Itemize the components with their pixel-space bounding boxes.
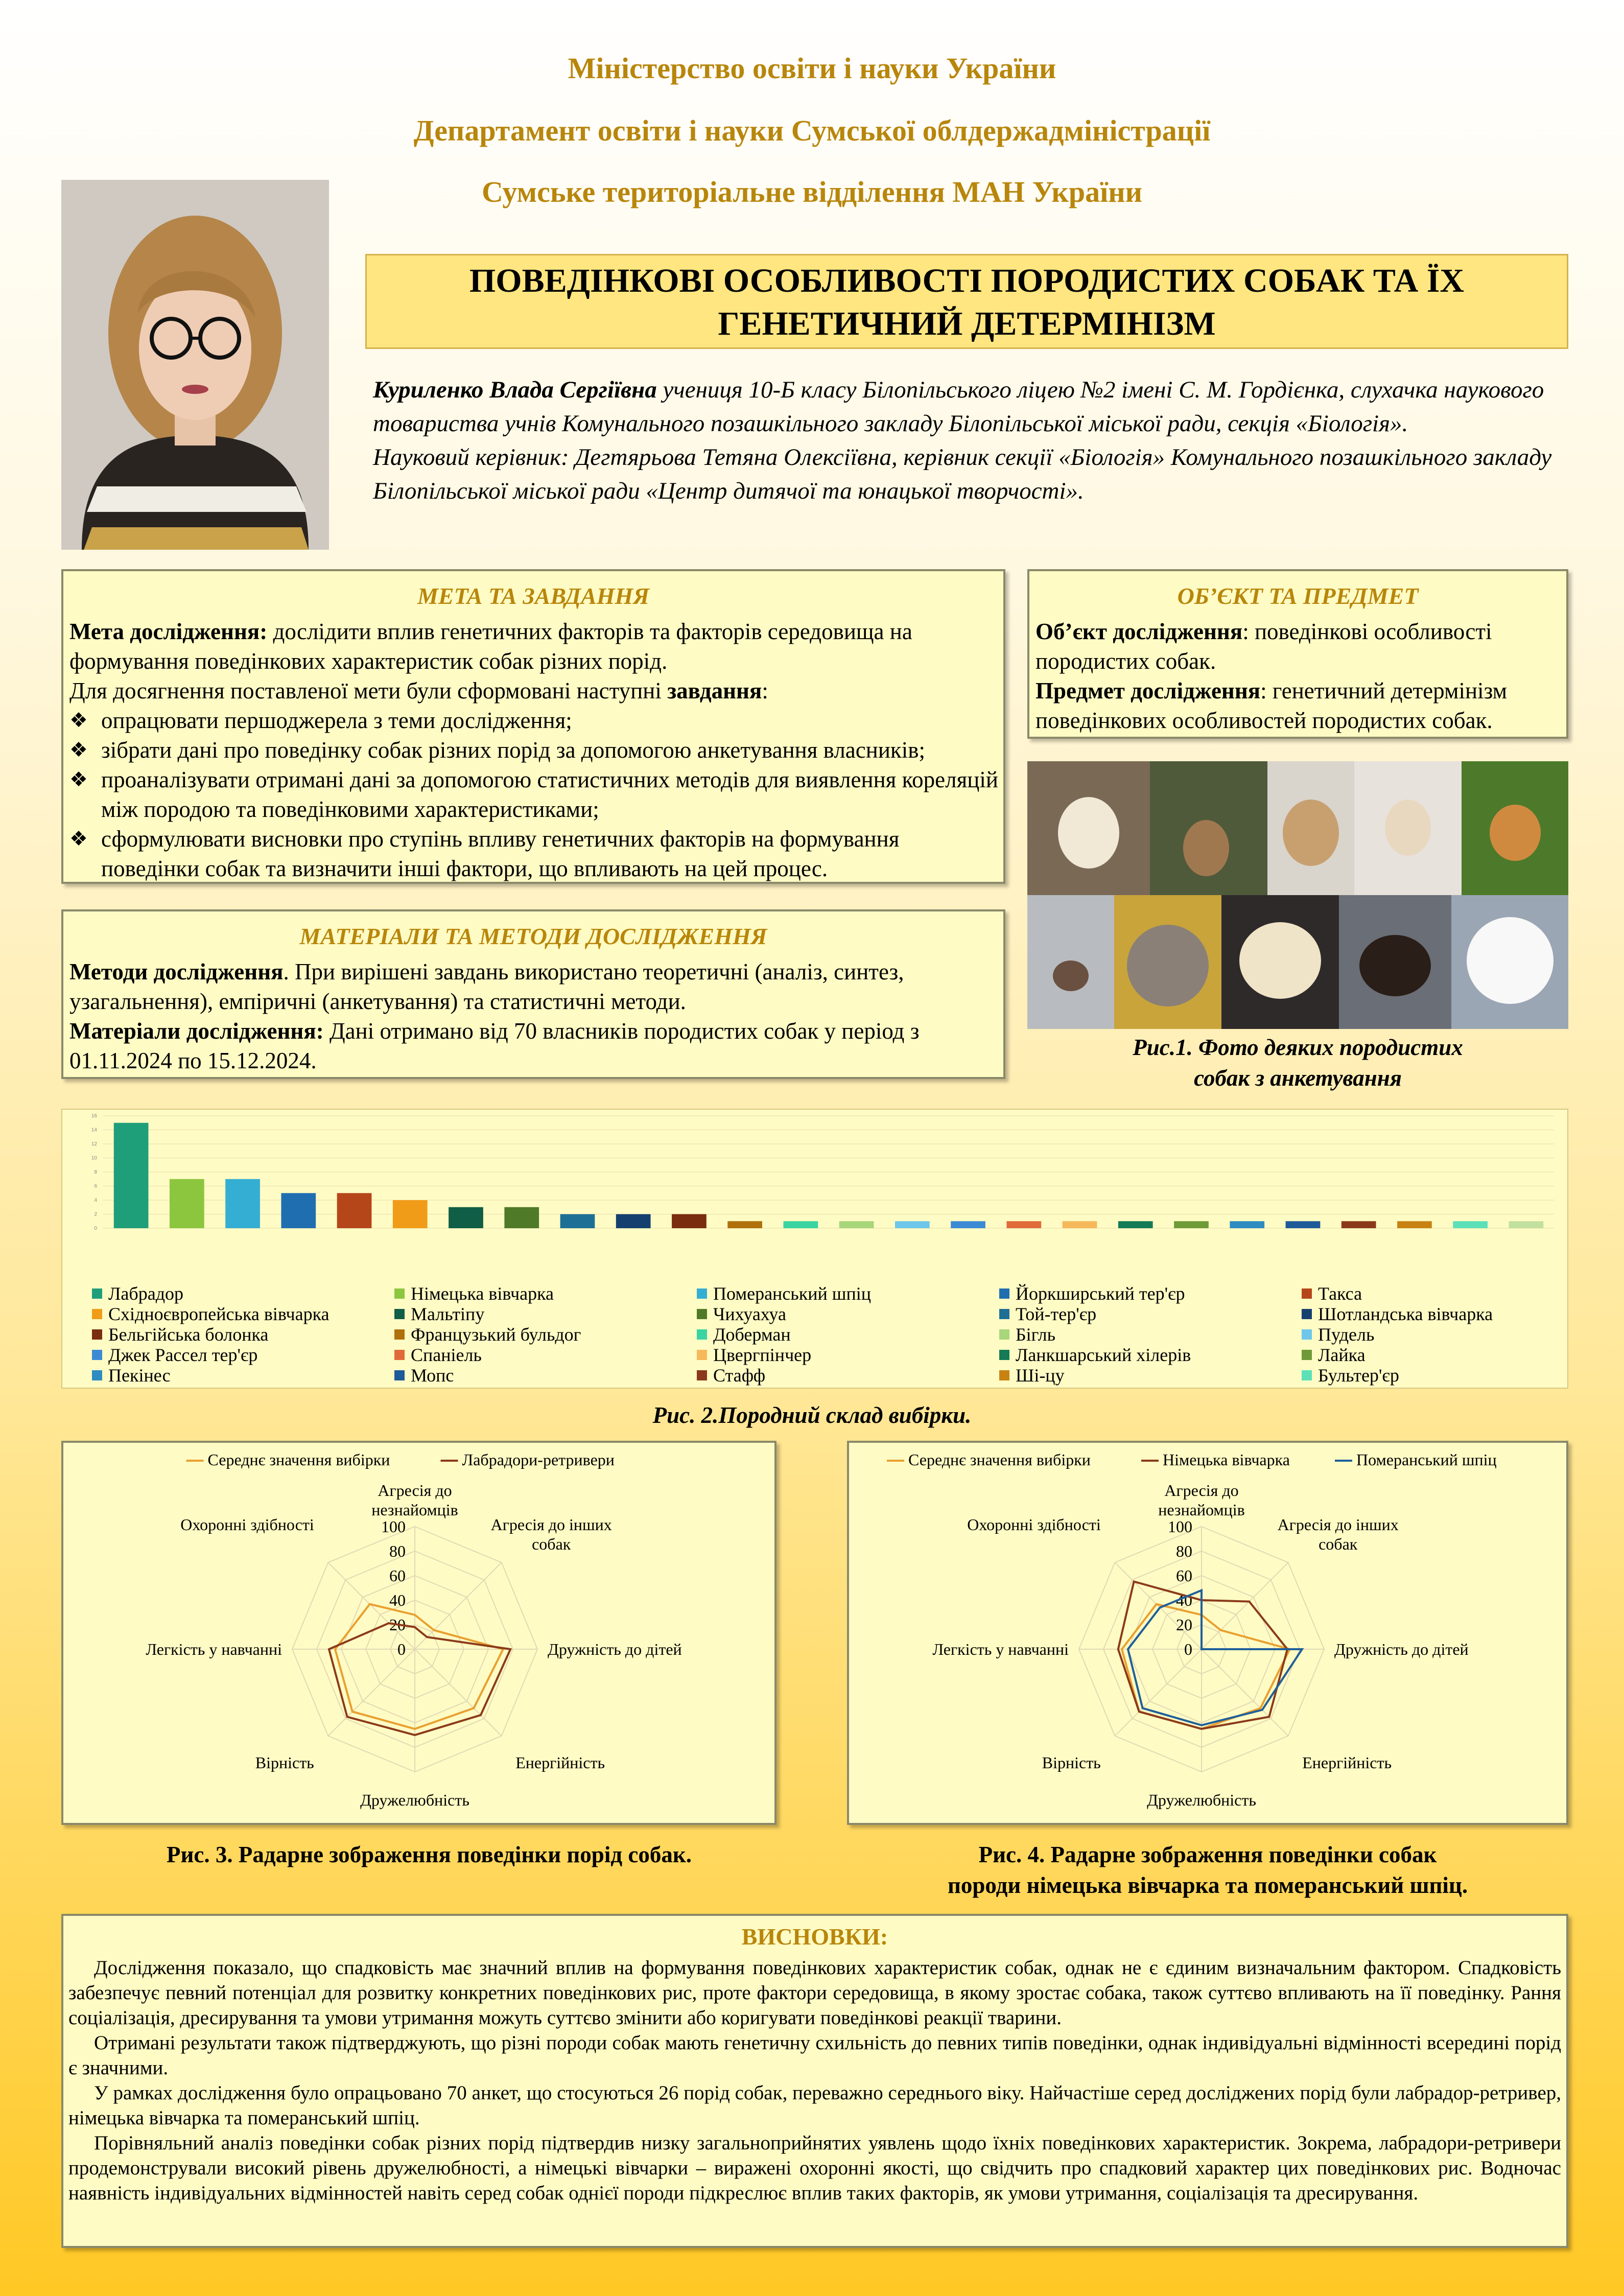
conclusion-paragraph: У рамках дослідження було опрацьовано 70 анкет, що стосуються 26 порід собак, переважно середнього віку. Найчастіше серед досліджених порід були лабрадор-ретривер, німецька вівчарка та померанський шпіц.: [68, 2082, 1561, 2129]
legend-label: Німецька вівчарка: [1163, 1450, 1290, 1469]
bullet-icon: ❖: [69, 768, 88, 791]
bar: [1286, 1221, 1321, 1228]
legend-swatch: [697, 1288, 707, 1299]
bar: [1509, 1221, 1544, 1228]
y-tick-label: 12: [91, 1141, 97, 1147]
subject-label: Предмет дослідження: [1035, 678, 1261, 704]
legend-swatch: [92, 1309, 102, 1319]
legend-swatch: [697, 1370, 707, 1380]
y-tick-label: 10: [91, 1155, 97, 1161]
radar-axis-label-line: Дружність до дітей: [1334, 1640, 1469, 1658]
task-item: [69, 765, 998, 824]
radar-tick-label: 40: [1176, 1591, 1192, 1609]
radar-axis-label: [146, 1640, 282, 1658]
bar: [1230, 1221, 1264, 1228]
bar: [839, 1221, 874, 1228]
legend-item: [1302, 1324, 1604, 1345]
legend-item: [394, 1304, 697, 1324]
legend-label: Спаніель: [411, 1345, 482, 1365]
conclusions-panel: [61, 1914, 1568, 2248]
object-panel-title: ОБ’ЄКТ ТА ПРЕДМЕТ: [1177, 583, 1419, 609]
radar-axis-label-line: Агресія до інших: [490, 1515, 612, 1534]
legend-swatch: [1302, 1288, 1312, 1299]
bar: [1063, 1221, 1097, 1228]
legend-swatch: [1302, 1350, 1312, 1360]
bar: [1174, 1221, 1209, 1228]
y-tick-label: 6: [94, 1183, 97, 1189]
legend-label: Йоркширський тер'єр: [1016, 1283, 1185, 1304]
radar-axis-label-line: Енергійність: [1302, 1753, 1392, 1772]
y-tick-label: 8: [94, 1169, 97, 1175]
bar-chart-plot: [62, 1110, 1569, 1278]
radar-axis-label: [371, 1481, 458, 1519]
radar-tick-label: 80: [1176, 1542, 1192, 1560]
bullet-icon: ❖: [69, 738, 88, 761]
figure-4-caption-line-2: породи німецька вівчарка та померанський шпіц.: [947, 1872, 1468, 1898]
legend-label: Мальтіпу: [411, 1304, 485, 1324]
y-tick-label: 16: [91, 1113, 97, 1119]
legend-swatch: [394, 1329, 405, 1340]
legend-swatch: [999, 1288, 1009, 1299]
materials-text: Дані отримано від 70 власників породистих собак у період з 01.11.2024 по 15.12.2024.: [69, 1018, 920, 1073]
radar-axis-label-line: Енергійність: [515, 1753, 605, 1772]
radar-tick-label: 40: [389, 1591, 406, 1609]
legend-swatch: [92, 1370, 102, 1380]
radar-axis-label-line: Вірність: [1042, 1753, 1101, 1772]
legend-swatch: [1302, 1329, 1312, 1340]
legend-item: [1302, 1345, 1604, 1365]
legend-item: [697, 1283, 999, 1304]
bar: [393, 1200, 428, 1228]
task-text: опрацювати першоджерела з теми дослідження;: [101, 708, 572, 733]
radar-tick-label: 60: [389, 1566, 406, 1585]
bar: [1341, 1221, 1376, 1228]
radar-axis-label: [1042, 1753, 1101, 1772]
radar-axis-label: [180, 1515, 314, 1534]
legend-item: [92, 1365, 394, 1386]
object-label: Об’єкт дослідження: [1035, 619, 1243, 644]
legend-swatch: [999, 1329, 1009, 1340]
legend-label: Такса: [1318, 1283, 1362, 1304]
radar-axis-label: [360, 1791, 469, 1809]
bar: [337, 1193, 372, 1228]
radar-axis-label: [515, 1753, 605, 1772]
task-item: [69, 706, 998, 735]
legend-swatch: [1302, 1309, 1312, 1319]
breed-bar-chart: [61, 1109, 1568, 1389]
conclusion-paragraph: Дослідження показало, що спадковість має значний вплив на формування поведінкових характеристик собак, однак не є єдиним визначальним фактором. Спадковість забезпечує певний потенціал для розвитку конкретних поведінкових рис, проте фактори середовища, в якому зростає собака, також суттєво впливають на її поведінку. Рання соціалізація, дресирування та умови утримання можуть суттєво змінити або коригувати поведінкові реакції тварини.: [68, 1957, 1561, 2029]
legend-label: Ланкшарський хілерів: [1016, 1345, 1191, 1365]
legend-item: [1302, 1304, 1604, 1324]
materials-label: Матеріали дослідження:: [69, 1018, 324, 1044]
radar-axis-label-line: Охоронні здібності: [180, 1515, 314, 1534]
radar-tick-label: 60: [1176, 1566, 1192, 1585]
bar: [1118, 1221, 1153, 1228]
bullet-icon: ❖: [69, 709, 88, 732]
bar: [727, 1221, 762, 1228]
legend-item: [999, 1283, 1302, 1304]
legend-label: Чихуахуа: [713, 1304, 786, 1324]
radar-axis-label: [1302, 1753, 1392, 1772]
legend-label: Бельгійська болонка: [108, 1324, 269, 1345]
legend-label: Ші-цу: [1016, 1365, 1065, 1386]
legend-swatch: [999, 1350, 1009, 1360]
legend-item: [697, 1304, 999, 1324]
legend-item: [1302, 1283, 1604, 1304]
ministry-line: Міністерство освіти і науки України: [568, 52, 1056, 85]
radar-tick-label: 20: [389, 1615, 406, 1634]
legend-label: Цвергпінчер: [713, 1345, 812, 1365]
goal-text: дослідити вплив генетичних факторів та факторів середовища на формування поведінкових характеристик собак різних порід.: [69, 619, 912, 674]
legend-swatch: [394, 1309, 405, 1319]
radar-axis-label: [1158, 1481, 1245, 1519]
radar-tick-label: 100: [1168, 1517, 1192, 1536]
methods-text: . При вирішені завдань використано теоретичні (аналіз, синтез, узагальнення), емпіричні (анкетування) та статистичні методи.: [69, 959, 904, 1014]
bar: [616, 1214, 651, 1229]
legend-label: Лайка: [1318, 1345, 1366, 1365]
author-photo: [61, 180, 329, 550]
bar: [560, 1214, 595, 1229]
bar: [449, 1207, 483, 1228]
legend-label: Джек Рассел тер'єр: [108, 1345, 258, 1365]
legend-item: [697, 1324, 999, 1345]
supervisor: Науковий керівник: Дегтярьова Тетяна Олексіївна, керівник секції «Біологія» Комунального позашкільного закладу Білопільської міської ради «Центр дитячої та юнацької творчості».: [373, 444, 1552, 504]
radar-axis-label: [967, 1515, 1101, 1534]
figure-4-caption: [847, 1839, 1568, 1901]
methods-panel-title: МАТЕРІАЛИ ТА МЕТОДИ ДОСЛІДЖЕННЯ: [299, 923, 767, 949]
radar-axis-label-line: Дружелюбність: [1147, 1791, 1256, 1809]
legend-item: [999, 1365, 1302, 1386]
radar-axis-label-line: Агресія до: [1164, 1481, 1239, 1500]
radar-axis-label-line: Дружелюбність: [360, 1791, 469, 1809]
radar-axis-label-line: Вірність: [255, 1753, 314, 1772]
bar: [114, 1123, 149, 1228]
radar-series: [1128, 1590, 1302, 1725]
radar-tick-label: 80: [389, 1542, 406, 1560]
figure-4-caption-line-1: Рис. 4. Радарне зображення поведінки собак: [978, 1842, 1437, 1867]
conclusion-paragraph: Порівняльний аналіз поведінки собак різних порід підтвердив низку загальноприйнятих уявлень щодо їхніх поведінкових характеристик. Зокрема, лабрадори-ретривери продемонстрували високий рівень дружелюбності, а німецькі вівчарки – виражені охоронні якості, що свідчить про спадковий характер цих поведінкових рис. Водночас наявність індивідуальних відмінностей навіть серед собак однієї породи підкреслює вплив таких факторів, як умови утримання, соціалізація та дресирування.: [68, 2132, 1561, 2204]
radar-axis-label: [491, 1515, 612, 1553]
radar-tick-label: 0: [397, 1640, 406, 1658]
legend-swatch: [394, 1288, 405, 1299]
legend-swatch: [999, 1370, 1009, 1380]
legend-label: Шотландська вівчарка: [1318, 1304, 1493, 1324]
radar-tick-label: 100: [381, 1517, 406, 1536]
radar-axis-label-line: Охоронні здібності: [967, 1515, 1101, 1534]
task-text: зібрати дані про поведінку собак різних порід за допомогою анкетування власників;: [101, 737, 926, 763]
radar-plot-1: [63, 1443, 774, 1823]
legend-label: Доберман: [713, 1324, 791, 1345]
tasks-intro: Для досягнення поставленої мети були сформовані наступні: [69, 678, 668, 704]
tasks-word: завдання: [667, 678, 762, 704]
radar-axis-label-line: Легкість у навчанні: [932, 1640, 1069, 1658]
bar: [672, 1214, 707, 1229]
bar: [895, 1221, 930, 1228]
object-panel: [1027, 569, 1568, 739]
legend-swatch: [697, 1309, 707, 1319]
legend-swatch: [697, 1329, 707, 1340]
goal-label: Мета дослідження:: [69, 619, 268, 644]
radar-axis-label-line: Агресія до: [378, 1481, 452, 1500]
figure-1-caption-line-2: собак з анкетування: [1194, 1065, 1402, 1091]
bar: [170, 1179, 204, 1228]
bar: [1006, 1221, 1041, 1228]
radar-tick-label: 20: [1176, 1615, 1192, 1634]
legend-item: [394, 1283, 697, 1304]
author-info: учениця 10-Б класу Білопільського ліцею №2 імені С. М. Гордієнка, слухачка наукового товариства учнів Комунального позашкільного закладу Білопільської міської ради, секція «Біологія».: [373, 377, 1544, 437]
legend-label: Середнє значення вибірки: [908, 1450, 1091, 1469]
legend-item: [1302, 1365, 1604, 1386]
y-tick-label: 0: [94, 1226, 97, 1231]
dog-photo-collage: [1027, 761, 1568, 1029]
legend-swatch: [92, 1350, 102, 1360]
bar: [281, 1193, 316, 1228]
bar: [225, 1179, 260, 1228]
radar-axis-label: [255, 1753, 314, 1772]
legend-label: Померанський шпіц: [1356, 1450, 1497, 1469]
radar-axis-label: [1278, 1515, 1399, 1553]
legend-swatch: [697, 1350, 707, 1360]
department-line: Департамент освіти і науки Сумської облдержадміністрації: [413, 114, 1211, 147]
radar-axis-label-line: Дружність до дітей: [548, 1640, 682, 1658]
legend-label: Пудель: [1318, 1324, 1375, 1345]
legend-label: Той-тер'єр: [1016, 1304, 1097, 1324]
legend-item: [92, 1304, 394, 1324]
radar-chart-labradors: [61, 1441, 776, 1825]
legend-label: Французький бульдог: [411, 1324, 581, 1345]
goal-panel: [61, 569, 1005, 884]
legend-swatch: [394, 1350, 405, 1360]
poster-title: [365, 254, 1568, 349]
legend-label: Лабрадори-ретривери: [462, 1450, 615, 1469]
radar-axis-label: [548, 1640, 682, 1658]
legend-label: Середнє значення вибірки: [207, 1450, 390, 1469]
legend-swatch: [999, 1309, 1009, 1319]
legend-label: Лабрадор: [108, 1283, 184, 1304]
y-tick-label: 14: [91, 1127, 97, 1133]
legend-item: [92, 1283, 394, 1304]
legend-label: Бультер'єр: [1318, 1365, 1399, 1386]
legend-swatch: [92, 1288, 102, 1299]
legend-item: [697, 1345, 999, 1365]
methods-panel: [61, 909, 1005, 1079]
legend-label: Стафф: [713, 1365, 766, 1386]
y-tick-label: 2: [94, 1211, 97, 1217]
conclusions-title: ВИСНОВКИ:: [741, 1924, 888, 1950]
methods-label: Методи дослідження: [69, 959, 284, 985]
figure-1-caption: [1027, 1032, 1568, 1093]
legend-item: [394, 1365, 697, 1386]
radar-tick-label: 0: [1184, 1640, 1192, 1658]
bar: [1397, 1221, 1432, 1228]
legend-label: Східноєвропейська вівчарка: [108, 1304, 329, 1324]
radar-axis-label-line: собак: [532, 1534, 571, 1553]
legend-label: Померанський шпіц: [713, 1283, 871, 1304]
conclusion-paragraph: Отримані результати також підтверджують, що різні породи собак мають генетичну схильність до певних типів поведінки, однак індивідуальні відмінності всередині порід є значними.: [68, 2032, 1561, 2079]
legend-label: Пекінес: [108, 1365, 171, 1386]
subject-text: : генетичний детермінізм поведінкових особливостей породистих собак.: [1035, 678, 1508, 733]
task-text: сформулювати висновки про ступінь впливу генетичних факторів на формування поведінки собак та визначити інші фактори, що впливають на цей процес.: [101, 826, 900, 881]
author-name: Куриленко Влада Сергіївна: [373, 377, 657, 403]
legend-item: [394, 1324, 697, 1345]
legend-item: [394, 1345, 697, 1365]
bar: [1453, 1221, 1488, 1228]
bar-chart-legend: [92, 1283, 1604, 1386]
task-text: проаналізувати отримані дані за допомогою статистичних методів для виявлення кореляцій між породою та поведінковими характеристиками;: [101, 767, 998, 822]
object-text: : поведінкові особливості породистих собак.: [1035, 619, 1492, 674]
figure-2-caption: Рис. 2.Породний склад вибірки.: [652, 1402, 972, 1428]
figure-3-caption: Рис. 3. Радарне зображення поведінки порід собак.: [166, 1842, 692, 1867]
radar-axis-label-line: собак: [1319, 1534, 1358, 1553]
radar-axis-label-line: незнайомців: [1158, 1501, 1245, 1519]
author-block: [373, 373, 1568, 508]
radar-axis-label-line: незнайомців: [371, 1501, 458, 1519]
title-line-1: ПОВЕДІНКОВІ ОСОБЛИВОСТІ ПОРОДИСТИХ СОБАК ТА ЇХ: [469, 262, 1465, 299]
bar: [951, 1221, 985, 1228]
legend-swatch: [394, 1370, 405, 1380]
legend-item: [999, 1324, 1302, 1345]
bar: [784, 1221, 818, 1228]
legend-label: Німецька вівчарка: [411, 1283, 554, 1304]
radar-plot-2: [849, 1443, 1566, 1823]
radar-axis-label: [1334, 1640, 1469, 1658]
legend-item: [92, 1324, 394, 1345]
goal-panel-title: МЕТА ТА ЗАВДАННЯ: [417, 583, 650, 609]
task-item: [69, 824, 998, 883]
man-branch-line: Сумське територіальне відділення МАН України: [481, 175, 1143, 208]
legend-swatch: [92, 1329, 102, 1340]
legend-item: [92, 1345, 394, 1365]
legend-item: [999, 1345, 1302, 1365]
legend-label: Мопс: [411, 1365, 454, 1386]
radar-axis-label-line: Агресія до інших: [1277, 1515, 1399, 1534]
figure-1-caption-line-1: Рис.1. Фото деяких породистих: [1133, 1035, 1463, 1060]
radar-axis-label: [1147, 1791, 1256, 1809]
tasks-colon: :: [762, 678, 768, 704]
title-line-2: ГЕНЕТИЧНИЙ ДЕТЕРМІНІЗМ: [718, 305, 1216, 342]
y-tick-label: 4: [94, 1198, 97, 1203]
legend-item: [999, 1304, 1302, 1324]
bullet-icon: ❖: [69, 827, 88, 850]
task-item: [69, 735, 998, 765]
radar-axis-label: [932, 1640, 1069, 1658]
radar-axis-label-line: Легкість у навчанні: [146, 1640, 282, 1658]
radar-chart-shepherd-spitz: [847, 1441, 1568, 1825]
legend-swatch: [1302, 1370, 1312, 1380]
bar: [504, 1207, 539, 1228]
legend-item: [697, 1365, 999, 1386]
legend-label: Бігль: [1016, 1324, 1055, 1345]
